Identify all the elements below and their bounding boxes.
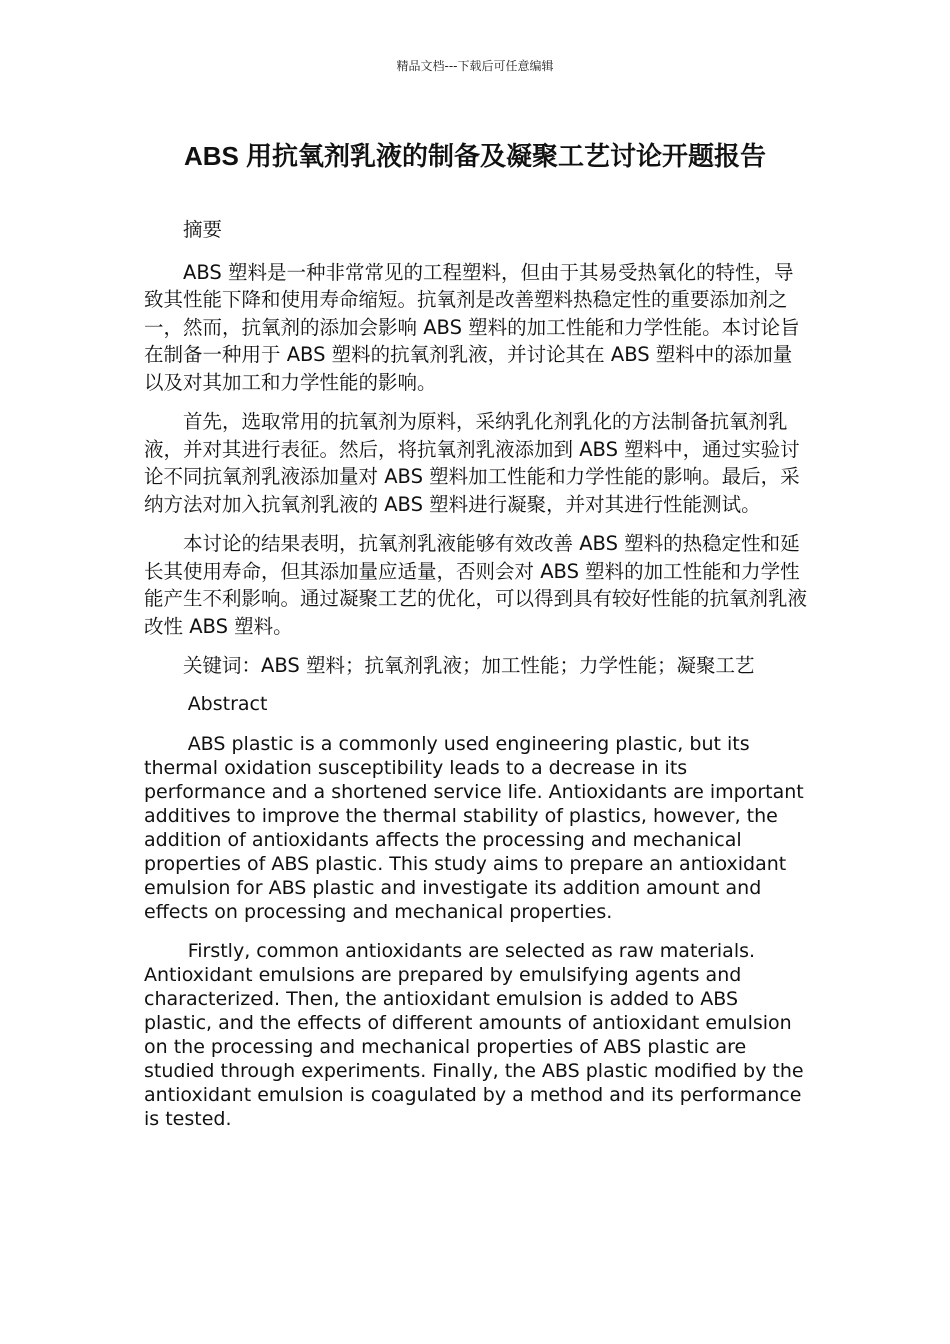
keywords-cn: 关键词：ABS 塑料；抗氧剂乳液；加工性能；力学性能；凝聚工艺 bbox=[183, 654, 755, 677]
abstract-paragraph-en-2: Firstly, common antioxidants are selected as raw materials. Antioxidant emulsions are prepared by emulsifying agents and characterized. Then, the antioxidant emulsion is added to ABS plastic, and the effects of different amounts of antioxidant emulsion on the processing and mechanical properties of ABS plastic are studied through experiments. Finally, the ABS plastic modified by the antioxidant emulsion is coagulated by a method and its performance is tested. bbox=[144, 939, 804, 1130]
chinese-abstract-section bbox=[144, 216, 808, 680]
abstract-heading-cn: 摘要 bbox=[183, 218, 223, 241]
abstract-paragraph-cn-3: 本讨论的结果表明，抗氧剂乳液能够有效改善 ABS 塑料的热稳定性和延长其使用寿命，但其添加量应适量，否则会对 ABS 塑料的加工性能和力学性能产生不利影响。通过凝聚工艺的优化，可以得到具有较好性能的抗氧剂乳液改性 ABS 塑料。 bbox=[144, 532, 808, 638]
english-abstract-section bbox=[144, 692, 808, 1131]
document-body bbox=[144, 216, 808, 1146]
abstract-paragraph-en-1: ABS plastic is a commonly used engineering plastic, but its thermal oxidation susceptibility leads to a decrease in its performance and a shortened service life. Antioxidants are important additives to improve the thermal stability of plastics, however, the addition of antioxidants affects the processing and mechanical properties of ABS plastic. This study aims to prepare an antioxidant emulsion for ABS plastic and investigate its addition amount and effects on processing and mechanical properties. bbox=[144, 732, 804, 923]
abstract-paragraph-cn-1: ABS 塑料是一种非常常见的工程塑料，但由于其易受热氧化的特性，导致其性能下降和使用寿命缩短。抗氧剂是改善塑料热稳定性的重要添加剂之一，然而，抗氧剂的添加会影响 ABS 塑料的加工性能和力学性能。本讨论旨在制备一种用于 ABS 塑料的抗氧剂乳液，并讨论其在 ABS 塑料中的添加量以及对其加工和力学性能的影响。 bbox=[144, 260, 800, 394]
page-header-watermark: 精品文档---下载后可任意编辑 bbox=[396, 59, 554, 73]
abstract-heading-en: Abstract bbox=[187, 692, 268, 715]
page-title: ABS 用抗氧剂乳液的制备及凝聚工艺讨论开题报告 bbox=[183, 141, 767, 171]
abstract-paragraph-cn-2: 首先，选取常用的抗氧剂为原料，采纳乳化剂乳化的方法制备抗氧剂乳液，并对其进行表征。然后，将抗氧剂乳液添加到 ABS 塑料中，通过实验讨论不同抗氧剂乳液添加量对 ABS 塑料加工性能和力学性能的影响。最后，采纳方法对加入抗氧剂乳液的 ABS 塑料进行凝聚，并对其进行性能测试。 bbox=[144, 410, 800, 516]
